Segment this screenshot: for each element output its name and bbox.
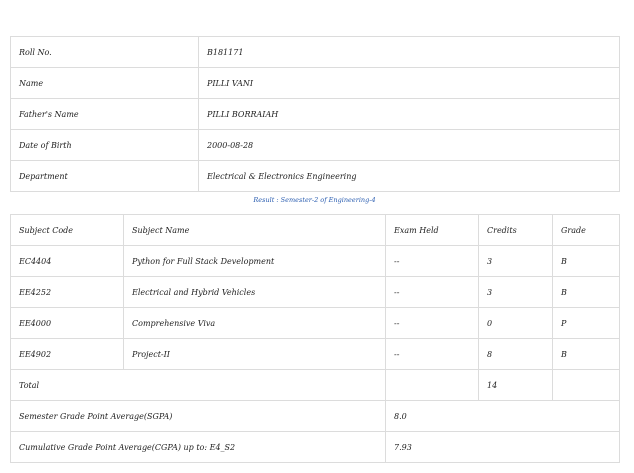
subject-name: Project-II — [124, 339, 386, 370]
header-grade: Grade — [553, 215, 620, 246]
total-grade-empty-cell — [553, 370, 620, 401]
grades-header-row — [11, 215, 620, 246]
subject-name: Comprehensive Viva — [124, 308, 386, 339]
subject-code: EC4404 — [11, 246, 124, 277]
grade: B — [553, 277, 620, 308]
sgpa-row — [11, 401, 620, 432]
father-name-value: PILLI BORRAIAH — [199, 99, 620, 130]
header-credits: Credits — [479, 215, 553, 246]
subject-code: EE4902 — [11, 339, 124, 370]
table-row — [11, 308, 620, 339]
roll-no-label: Roll No. — [11, 37, 199, 68]
header-subject-code: Subject Code — [11, 215, 124, 246]
cgpa-label: Cumulative Grade Point Average(CGPA) up to: E4_S2 — [11, 432, 386, 463]
subject-name: Electrical and Hybrid Vehicles — [124, 277, 386, 308]
credits: 3 — [479, 246, 553, 277]
table-row — [11, 277, 620, 308]
dob-row — [11, 130, 620, 161]
header-exam-held: Exam Held — [386, 215, 479, 246]
exam-held: -- — [386, 339, 479, 370]
department-label: Department — [11, 161, 199, 192]
total-label: Total — [11, 370, 386, 401]
department-value: Electrical & Electronics Engineering — [199, 161, 620, 192]
exam-held: -- — [386, 246, 479, 277]
subject-name: Python for Full Stack Development — [124, 246, 386, 277]
table-row — [11, 339, 620, 370]
department-row — [11, 161, 620, 192]
sgpa-value: 8.0 — [386, 401, 620, 432]
name-label: Name — [11, 68, 199, 99]
cgpa-value: 7.93 — [386, 432, 620, 463]
grade: B — [553, 339, 620, 370]
name-value: PILLI VANI — [199, 68, 620, 99]
dob-label: Date of Birth — [11, 130, 199, 161]
total-row — [11, 370, 620, 401]
exam-held: -- — [386, 308, 479, 339]
header-subject-name: Subject Name — [124, 215, 386, 246]
total-credits: 14 — [479, 370, 553, 401]
father-name-row — [11, 99, 620, 130]
cgpa-row — [11, 432, 620, 463]
total-empty-cell — [386, 370, 479, 401]
student-info-table — [10, 36, 620, 192]
credits: 8 — [479, 339, 553, 370]
dob-value: 2000-08-28 — [199, 130, 620, 161]
table-row — [11, 246, 620, 277]
grade: B — [553, 246, 620, 277]
roll-no-value: B181171 — [199, 37, 620, 68]
credits: 0 — [479, 308, 553, 339]
subject-code: EE4252 — [11, 277, 124, 308]
father-name-label: Father's Name — [11, 99, 199, 130]
grades-table — [10, 214, 620, 463]
result-title: Result : Semester-2 of Engineering-4 — [253, 196, 376, 204]
name-row — [11, 68, 620, 99]
sgpa-label: Semester Grade Point Average(SGPA) — [11, 401, 386, 432]
grade: P — [553, 308, 620, 339]
exam-held: -- — [386, 277, 479, 308]
subject-code: EE4000 — [11, 308, 124, 339]
credits: 3 — [479, 277, 553, 308]
roll-no-row — [11, 37, 620, 68]
